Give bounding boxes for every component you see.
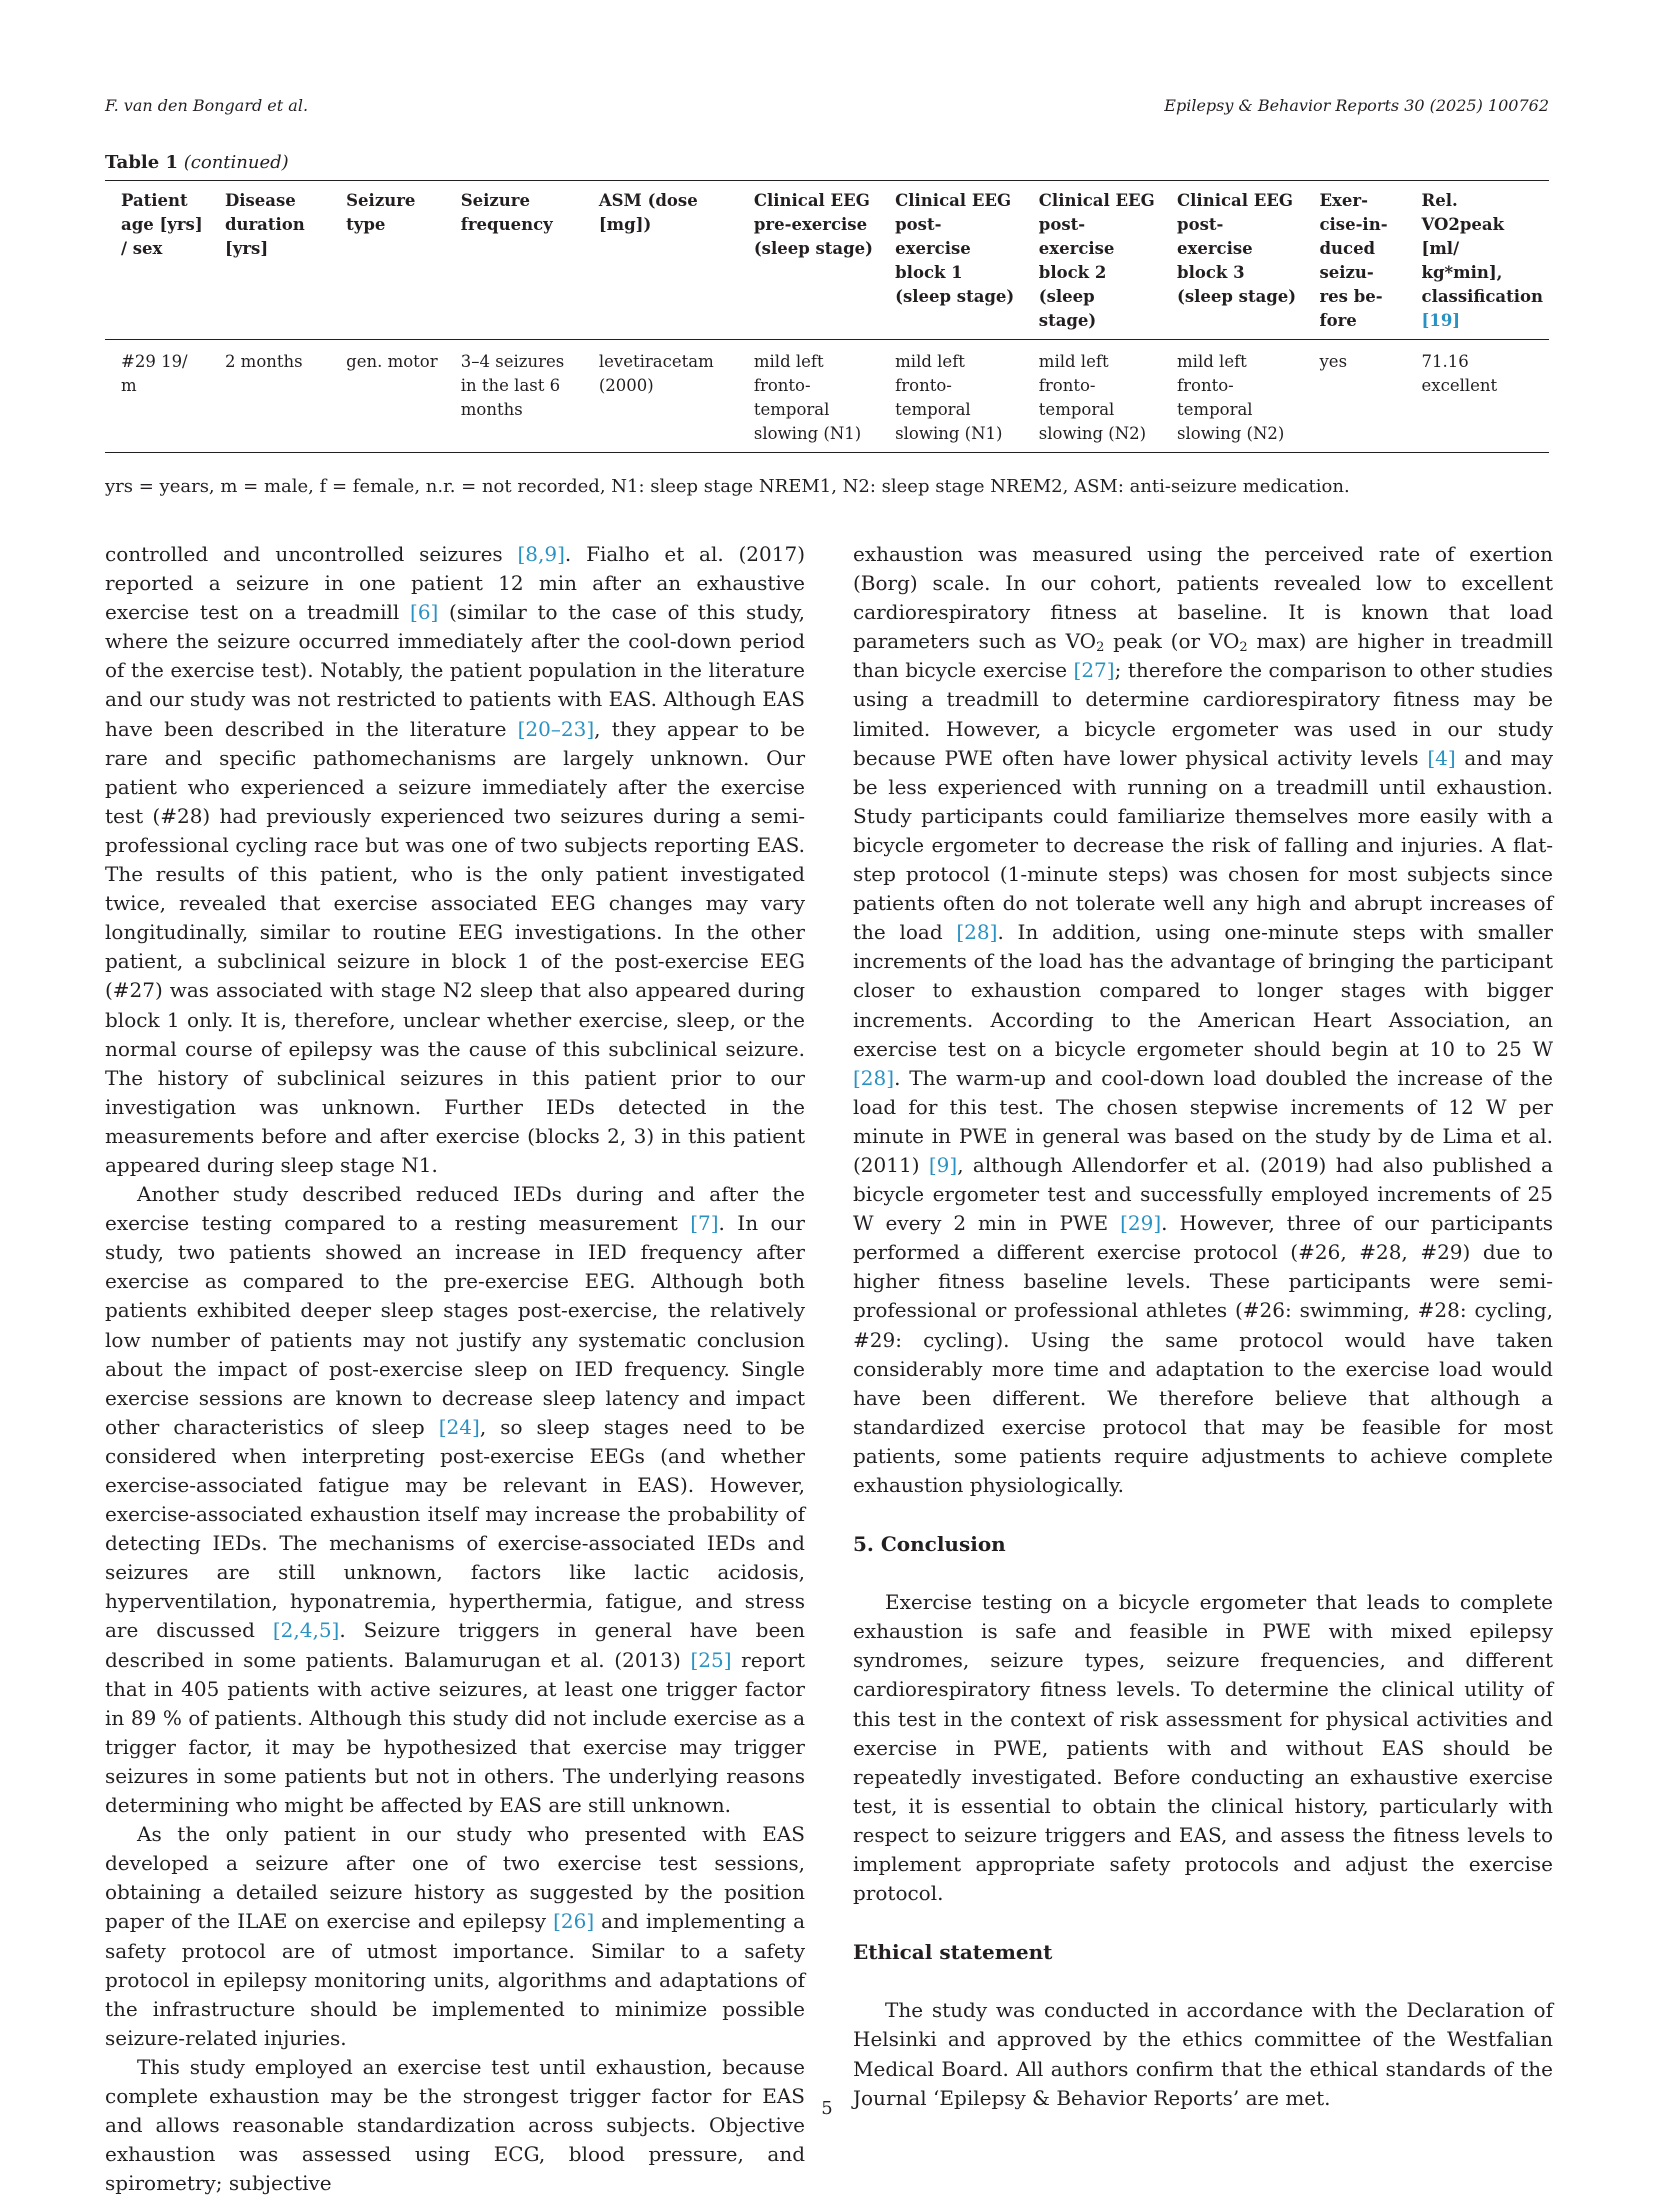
ref-link[interactable]: [28] (853, 1065, 895, 1090)
cell-asm: levetiracetam (2000) (598, 352, 714, 395)
header-seizure-type: Seizure type (346, 191, 416, 234)
cell-duration: 2 months (224, 352, 303, 371)
header-eeg-block1: Clinical EEG post-exercise block 1 (sleep stage) (895, 191, 1015, 306)
text-span: . Seizure triggers in general have been described in some patients. Balamurugan et al. (2013) (105, 1618, 805, 1672)
text-span: report that in 405 patients with active seizures, at least one trigger factor in 89 % of patients. Although this study did not include exercise as a trigger factor, it may be hypothesized that exercise may trigger seizures in some patients but not in others. The underlying reasons determining who might be affected by EAS are still unknown. (105, 1647, 805, 1818)
text-span: , although Allendorfer et al. (2019) had also published a bicycle ergometer test and successfully employed increments of 25 W every 2 min in PWE (853, 1152, 1553, 1236)
header-seizure-frequency: Seizure frequency (460, 191, 553, 234)
table-1 (105, 180, 1549, 453)
text-span: , they appear to be rare and specific pathomechanisms are largely unknown. Our patient who experienced a seizure immediately after the exercise test (#28) had previously experienced two seizures during a semi-professional cycling race but was one of two subjects reporting EAS. The results of this patient, who is the only patient investigated twice, revealed that exercise associated EEG changes may vary longitudinally, similar to routine EEG investigations. In the other patient, a subclinical seizure in block 1 of the post-exercise EEG (#27) was associated with stage N2 sleep that also appeared during block 1 only. It is, therefore, unclear whether exercise, sleep, or the normal course of epilepsy was the cause of this subclinical seizure. The history of subclinical seizures in this patient prior to our investigation was unknown. Further IEDs detected in the measurements before and after exercise (blocks 2, 3) in this patient appeared during sleep stage N1. (105, 716, 806, 1177)
page-number: 5 (821, 2098, 833, 2119)
ref-link[interactable]: [9] (928, 1152, 958, 1177)
cell-eeg-pre: mild left fronto-temporal slowing (N1) (753, 352, 862, 443)
running-head-authors: F. van den Bongard et al. (105, 96, 309, 115)
ref-link[interactable]: [20–23] (517, 716, 595, 741)
cell-eeg-block3: mild left fronto-temporal slowing (N2) (1177, 352, 1285, 443)
text-span: and may be less experienced with running on a treadmill until exhaustion. Study participants could familiarize themselves more easily with a bicycle ergometer to decrease the risk of falling and injuries. A flat-step protocol (1-minute steps) was chosen for most subjects since patients often do not tolerate well any high and abrupt increases of the load (853, 745, 1553, 945)
table-row (105, 340, 1549, 453)
header-asm: ASM (dose [mg]) (598, 191, 698, 234)
ref-link[interactable]: [6] (410, 600, 439, 625)
table-label: Table 1 (105, 152, 179, 173)
ref-link[interactable]: [8,9] (517, 542, 565, 566)
text-span: . In addition, using one-minute steps with smaller increments of the load has the advantage of bringing the participant closer to exhaustion compared to longer stages with bigger increments. According to the American Heart Association, an exercise test on a bicycle ergometer should begin at 10 to 25 W (853, 920, 1553, 1061)
cell-seizure-frequency: 3–4 seizures in the last 6 months (460, 352, 565, 419)
cell-eeg-block1: mild left fronto-temporal slowing (N1) (895, 352, 1003, 443)
text-span: . The warm-up and cool-down load doubled the increase of the load for this test. The chosen stepwise increments of 12 W per minute in PWE in general was based on the study by de Lima et al. (2011) (853, 1065, 1553, 1177)
header-vo2peak-text: Rel. VO2peak [ml/ kg*min], classification (1421, 191, 1544, 306)
running-head-journal: Epilepsy & Behavior Reports 30 (2025) 100762 (1164, 96, 1549, 115)
text-span: controlled and uncontrolled seizures (105, 542, 518, 566)
text-span: . However, three of our participants performed a different exercise protocol (#26, #28, #29) due to higher fitness baseline levels. These participants were semi-professional or professional athletes (#26: swimming, #28: cycling, #29: cycling). Using the same protocol would have taken considerably more time and adaptation to the exercise load would have been different. We therefore believe that although a standardized exercise protocol that may be feasible for most patients, some patients require adjustments to achieve complete exhaustion physiologically. (853, 1211, 1554, 1497)
text-span: As the only patient in our study who presented with EAS developed a seizure after one of two exercise test sessions, obtaining a detailed seizure history as suggested by the position paper of the ILAE on exercise and epilepsy (105, 1822, 805, 1934)
header-eeg-block3: Clinical EEG post-exercise block 3 (sleep stage) (1177, 191, 1297, 306)
table-continued: (continued) (183, 152, 289, 173)
header-eeg-block2: Clinical EEG post-exercise block 2 (sleep stage) (1038, 191, 1155, 330)
text-span: . In our study, two patients showed an increase in IED frequency after exercise as compared to the pre-exercise EEG. Although both patients exhibited deeper sleep stages post-exercise, the relatively low number of patients may not justify any systematic conclusion about the impact of post-exercise sleep on IED frequency. Single exercise sessions are known to decrease sleep latency and impact other characteristics of sleep (105, 1211, 805, 1439)
left-paragraph-4: This study employed an exercise test until exhaustion, because complete exhaustion may be the strongest trigger factor for EAS and allows reasonable standardization across subjects. Objective exhaustion was assessed using ECG, blood pressure, and spirometry; subjective (105, 2054, 805, 2196)
left-paragraph-3 (105, 1820, 805, 2053)
subscript: 2 (1096, 640, 1105, 656)
section-title-conclusion: 5. Conclusion (853, 1532, 1006, 1557)
ref-link[interactable]: [24] (438, 1414, 480, 1439)
subscript: 2 (1239, 640, 1248, 656)
table-header-row (105, 181, 1549, 340)
table-caption (105, 152, 289, 173)
text-span: exhaustion was measured using the perceived rate of exertion (Borg) scale. In our cohort, patients revealed low to excellent cardiorespiratory fitness at baseline. It is known that load parameters such as VO (853, 542, 1553, 654)
data-table (105, 180, 1549, 453)
right-column (853, 540, 1553, 2113)
text-span: Another study described reduced IEDs during and after the exercise testing compared to a resting measurement (105, 1182, 805, 1236)
left-paragraph-1 (105, 540, 805, 1180)
text-span: ; therefore the comparison to other studies using a treadmill to determine cardiorespiratory fitness may be limited. However, a bicycle ergometer was used in our study because PWE often have lower physical activity levels (853, 658, 1553, 770)
ref-link[interactable]: [2,4,5] (272, 1618, 340, 1643)
text-span: (similar to the case of this study, where the seizure occurred immediately after the cool-down period of the exercise test). Notably, the patient population in the literature and our study was not restricted to patients with EAS. Although EAS have been described in the literature (105, 600, 805, 741)
header-patient: Patient age [yrs] / sex (121, 191, 203, 258)
text-span: max) are higher in treadmill than bicycle exercise (853, 629, 1554, 683)
ref-link[interactable]: [4] (1427, 745, 1456, 770)
text-span: and implementing a safety protocol are of utmost importance. Similar to a safety protocol in epilepsy monitoring units, algorithms and adaptations of the infrastructure should be implemented to minimize possible seizure-related injuries. (105, 1909, 805, 2050)
left-paragraph-2 (105, 1180, 805, 1820)
ref-link[interactable]: [25] (690, 1647, 732, 1672)
text-span: . Fialho et al. (2017) reported a seizure in one patient 12 min after an exhaustive exercise test on a treadmill (105, 542, 806, 625)
right-paragraph-1 (853, 540, 1553, 1500)
ref-link[interactable]: [7] (690, 1211, 719, 1236)
ref-link[interactable]: [29] (1120, 1211, 1162, 1236)
table-footnote: yrs = years, m = male, f = female, n.r. = not recorded, N1: sleep stage NREM1, N2: sleep stage NREM2, ASM: anti-seizure medication. (105, 476, 1350, 497)
text-span: , so sleep stages need to be considered when interpreting post-exercise EEGs (and whether exercise-associated fatigue may be relevant in EAS). However, exercise-associated exhaustion itself may increase the probability of detecting IEDs. The mechanisms of exercise-associated IEDs and seizures are still unknown, factors like lactic acidosis, hyperventilation, hyponatremia, hyperthermia, fatigue, and stress are discussed (105, 1414, 806, 1643)
left-column (105, 540, 805, 2198)
section-title-ethics: Ethical statement (853, 1940, 1053, 1965)
cell-seizure-type: gen. motor (346, 352, 438, 371)
ref-link[interactable]: [28] (956, 920, 998, 945)
cell-eeg-block2: mild left fronto-temporal slowing (N2) (1038, 352, 1147, 443)
ethics-paragraph: The study was conducted in accordance with the Declaration of Helsinki and approved by the ethics committee of the Westfalian Medical Board. All authors confirm that the ethical standards of the Journal ‘Epilepsy & Behavior Reports’ are met. (853, 1998, 1553, 2110)
ref-link[interactable]: [26] (553, 1909, 595, 1934)
cell-vo2peak: 71.16 excellent (1421, 352, 1498, 395)
cell-patient: #29 19/ m (121, 352, 188, 395)
conclusion-paragraph: Exercise testing on a bicycle ergometer that leads to complete exhaustion is safe and feasible in PWE with mixed epilepsy syndromes, seizure types, seizure frequencies, and different cardiorespiratory fitness levels. To determine the clinical utility of this test in the context of risk assessment for physical activities and exercise in PWE, patients with and without EAS should be repeatedly investigated. Before conducting an exhaustive exercise test, it is essential to obtain the clinical history, particularly with respect to seizure triggers and EAS, and assess the fitness levels to implement appropriate safety protocols and adjust the exercise protocol. (853, 1590, 1553, 1906)
ref-link[interactable]: [27] (1073, 658, 1115, 683)
header-eeg-pre: Clinical EEG pre-exercise (sleep stage) (753, 191, 873, 258)
cell-eas: yes (1319, 352, 1348, 371)
header-eas: Exer-cise-in-duced seizu-res be-fore (1319, 191, 1388, 330)
header-vo2peak (1406, 181, 1549, 340)
ref-19[interactable]: [19] (1421, 311, 1461, 330)
text-span: peak (or VO (1104, 629, 1240, 654)
running-head (105, 96, 1549, 115)
header-duration: Disease duration [yrs] (224, 191, 305, 258)
